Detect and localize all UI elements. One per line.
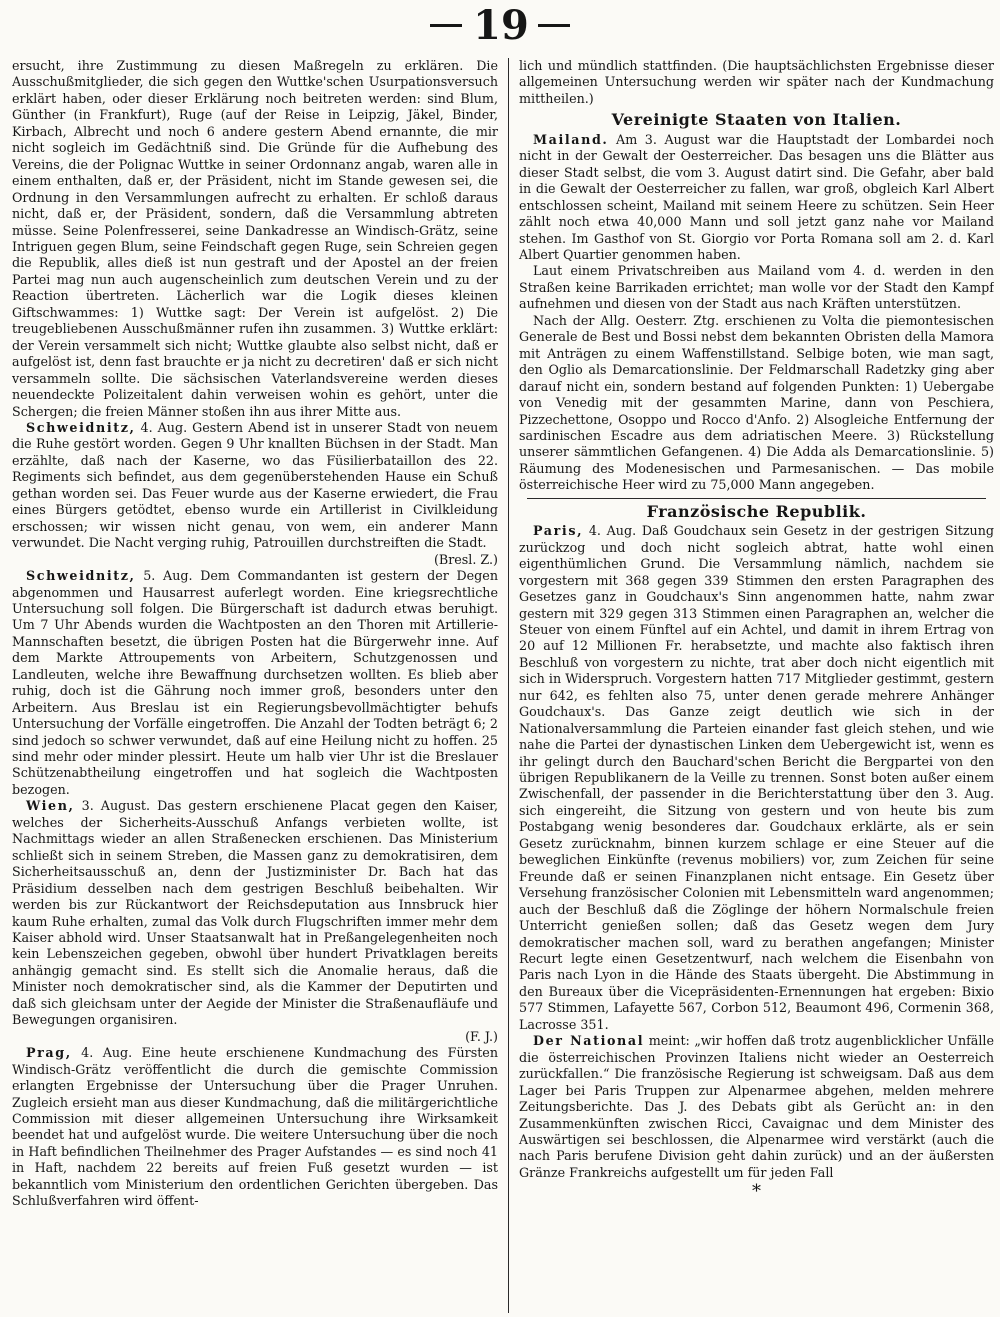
article-text: 3. August. Das gestern erschienene Placat gegen den Kaiser, welches der Sicherheits-Ausschuß Anfangs verbieten wollte, ist Nachmittags wieder an allen Straßenecken erschienen. Das Ministerium schließt sich in seinem Streben, die Massen ganz zu demokratisiren, dem Sicherheitsausschuß an, denn der Justizminister Dr. Bach hat das Präsidium desselben nach dem gestrigen Beschluß beibehalten. Wir werden bis zur Rückantwort der Reichsdeputation aus Innsbruck hier kaum Ruhe erhalten, zumal das Volk durch Flugschriften immer mehr dem Kaiser abhold wird. Unser Staatsanwalt hat in Preßangelegenheiten noch kein Lebenszeichen gegeben, obwohl über hundert Privatklagen bereits anhängig gemacht sind. Es stellt sich die Anomalie heraus, daß die Minister noch demokratischer sind, als die Kammer der Deputirten und daß sich gleichsam unter der Aegide der Minister die Straßenaufläufe und Bewegungen organisiren. bbox=[12, 798, 498, 1028]
article-continuation: lich und mündlich stattfinden. (Die hauptsächlichsten Ergebnisse dieser allgemeinen Untersuchung werden wir später nach der Kundmachung mittheilen.) bbox=[519, 58, 994, 106]
article-text: Am 3. August war die Hauptstadt der Lombardei noch nicht in der Gewalt der Oesterreicher. Das besagen uns die Blätter aus dieser Stadt selbst, die vom 3. August datirt sind. Die Gefahr, aber bald in die Gewalt der Oesterreicher zu fallen, war groß, obgleich Karl Albert entschlossen scheint, Mailand mit seinem Heere zu schützen. Sein Heer zählt noch etwa 40,000 Mann und soll jetzt ganz nahe vor Mailand stehen. Im Gasthof von St. Giorgio vor Porta Romana soll am 2. d. Karl Albert Quartier genommen haben. bbox=[519, 131, 994, 262]
article-text: 4. Aug. Eine heute erschienene Kundmachung des Fürsten Windisch-Grätz veröffentlicht die durch die gemischte Commission erlangten Ergebnisse der Untersuchung über die Prager Unruhen. Zugleich ersieht man aus dieser Kundmachung, daß die militärgerichtliche Commission mit dieser allgemeinen Untersuchung ihre Wirksamkeit beendet hat und aufgelöst wurde. Die weitere Untersuchung über die noch in Haft befindlichen Theilnehmer des Prager Aufstandes — es sind noch 41 in Haft, nachdem 22 bereits auf freien Fuß gesetzt wurden — ist bekanntlich vom Ministerium den ordentlichen Gerichten übergeben. Das Schlußverfahren wird öffent- bbox=[12, 1045, 498, 1209]
source-citation: (F. J.) bbox=[465, 1028, 498, 1044]
section-divider bbox=[527, 498, 986, 499]
dateline-place: Schweidnitz, bbox=[26, 568, 136, 584]
article-volta: Nach der Allg. Oesterr. Ztg. erschienen zu Volta die piemontesischen Generale de Best und Bossi nebst dem bekannten Obristen della Mamora mit Anträgen zu einem Waffenstillstand. Selbige boten, wie man sagt, den Oglio als Demarcationslinie. Der Feldmarschall Radetzky ging aber darauf nicht ein, sondern bestand auf folgenden Punkten: 1) Uebergabe von Venedig mit der gesammten Marine, dann von Peschiera, Pizzechettone, Osoppo und Rocco d'Anfo. 2) Alsogleiche Entfernung der sardinischen Escadre aus dem adriatischen Meere. 3) Rückstellung unserer sämmtlichen Gefangenen. 4) Die Adda als Demarcationslinie. 5) Räumung des Modenesischen und Parmesanischen. — Das mobile österreichische Heer wird zu 75,000 Mann angegeben. bbox=[519, 312, 994, 493]
article-wien bbox=[12, 798, 498, 1045]
section-heading-france: Französische Republik. bbox=[646, 501, 867, 521]
header-rule-left bbox=[430, 24, 462, 27]
dateline-place: Mailand. bbox=[533, 131, 609, 147]
page-number: 19 bbox=[473, 2, 529, 49]
newspaper-name: Der National bbox=[533, 1033, 645, 1049]
article-text: 5. Aug. Dem Commandanten ist gestern der Degen abgenommen und Hausarrest auferlegt worden. Eine kriegsrechtliche Untersuchung soll folgen. Die Bürgerschaft ist dadurch etwas beruhigt. Um 7 Uhr Abends wurden die Wachtposten an den Thoren mit Artillerie-Mannschaften besetzt, die übrigen Posten hat die Bürgerwehr inne. Auf dem Markte Attroupements von Arbeitern, Schutzgenossen und Landleuten, welche ihre Bewaffnung durchsetzen wollten. Es blieb aber ruhig, doch ist die Gährung noch immer groß, besonders unter den Arbeitern. Aus Breslau ist ein Regierungsbevollmächtigter behufs Untersuchung der Vorfälle eingetroffen. Die Anzahl der Todten beträgt 6; 2 sind jedoch so schwer verwundet, daß auf eine Heilung nicht zu hoffen. 25 sind mehr oder minder plessirt. Heute um halb vier Uhr ist die Breslauer Schützenabtheilung eingetroffen und hat sogleich die Wachtposten bezogen. bbox=[12, 568, 498, 797]
article-paris bbox=[519, 523, 994, 1033]
dateline-place: Schweidnitz, bbox=[26, 419, 136, 435]
dateline-place: Wien, bbox=[26, 798, 75, 814]
header-rule-right bbox=[538, 24, 570, 27]
left-column bbox=[12, 58, 508, 1313]
right-column bbox=[508, 58, 994, 1313]
text-columns bbox=[12, 58, 994, 1313]
article-mailand-private: Laut einem Privatschreiben aus Mailand vom 4. d. werden in den Straßen keine Barrikaden errichtet; man wolle vor der Stadt den Kampf aufnehmen und diesen von der Stadt aus nach Kräften unterstützen. bbox=[519, 263, 994, 312]
section-heading-italy: Vereinigte Staaten von Italien. bbox=[611, 110, 902, 130]
article-text: 4. Aug. Daß Goudchaux sein Gesetz in der gestrigen Sitzung zurückzog und doch nicht sogleich abtrat, hatte wohl einen eigenthümlichen Grund. Die Versammlung nämlich, nachdem sie vorgestern mit 368 gegen 339 Stimmen den ersten Paragraphen des Gesetzes ganz in Goudchaux's Sinn angenommen hatte, nahm zwar gestern mit 329 gegen 313 Stimmen einen Paragraphen an, welcher die Steuer von einem Fünftel auf ein Achtel, und damit in ihrem Ertrag von 20 auf 12 Millionen Fr. herabsetzte, und machte also faktisch ihren Beschluß von vorgestern zu nichte, trat aber doch nicht eigentlich mit sich in Widerspruch. Vorgestern hatten 717 Mitglieder gestimmt, gestern nur 642, es fehlten also 75, unter denen gerade mehrere Anhänger Goudchaux's. Das Ganze zeigt deutlich wie sich in der Nationalversammlung die Parteien einander fast gleich stehen, und wie nahe die Partei der dynastischen Linken dem Uebergewicht ist, wenn es ihr gelingt durch den Bauchard'schen Bericht die Bergpartei von den übrigen Republikanern de la Veille zu trennen. Sonst boten außer einem Zwischenfall, der passender in die Berichterstattung über den 3. Aug. sich eingereiht, die Sitzung von gestern und von heute bis zum Postabgang wenig besonderes dar. Goudchaux erklärte, als er sein Gesetz zurücknahm, binnen kurzem schlage er eine Steuer auf die beweglichen Einkünfte (revenus mobiliers) vor, zum Zeichen für seine Freunde daß er seinen Finanzplanen nicht entsage. Ein Gesetz über Versehung französischer Colonien mit Lebensmitteln ward angenommen; auch der Beschluß daß die Zöglinge der höhern Normalschule freien Unterricht genießen sollen; daß das Gesetz wegen dem Jury demokratischer machen soll, ward zu berathen angefangen; Minister Recurt legte einen Gesetzentwurf, nach welchem die Eisenbahn von Paris nach Lyon in die Hände des Staats übergeht. Die Abstimmung in den Bureaux über die Vicepräsidenten-Ernennungen hat ergeben: Bixio 577 Stimmen, Lafayette 567, Corbon 512, Beaumont 496, Cormenin 368, Lacrosse 351. bbox=[519, 523, 994, 1032]
dateline-place: Prag, bbox=[26, 1045, 72, 1061]
page-header bbox=[0, 0, 1000, 62]
article-national bbox=[519, 1033, 994, 1181]
continuation-mark: * bbox=[752, 1181, 761, 1203]
article-prag bbox=[12, 1045, 498, 1210]
article-continuation: ersucht, ihre Zustimmung zu diesen Maßregeln zu erklären. Die Ausschußmitglieder, die sich gegen den Wuttke'schen Usurpationsversuch erklärt haben, oder dieser Erklärung noch beitreten werden: sind Blum, Günther (in Frankfurt), Ruge (auf der Reise in Leipzig, Jäkel, Binder, Kirbach, Albrecht und noch 6 andere gestern Abend ernannte, die mir nicht sogleich im Gedächtniß sind. Die Gründe für die Aufhebung des Vereins, die der Polignac Wuttke in seiner Ordonnanz angab, waren alle in einem enthalten, daß er, der Präsident, nicht im Stande gewesen sei, die Ordnung in den Versammlungen aufrecht zu erhalten. Er schloß daraus nicht, daß er, der Präsident, sondern, daß die Versammlung abtreten müsse. Seine Polenfresserei, seine Dankadresse an Windisch-Grätz, seine Intriguen gegen Blum, seine Feindschaft gegen Ruge, sein Schreien gegen die Republik, alles dieß ist nun gestraft und der Apostel an der freien Partei mag nun auch augenscheinlich zum deutschen Verein und zu der Reaction übertreten. Lächerlich war die Logik dieses kleinen Giftschwammes: 1) Wuttke sagt: Der Verein ist aufgelöst. 2) Die treugebliebenen Ausschußmänner rufen ihn zusammen. 3) Wuttke erklärt: der Verein versammelt sich nicht; Wuttke glaubte also selbst nicht, daß er aufgelöst ist, denn fast brauchte er ja nicht zu decretiren' daß er sich nicht versammeln sollte. Die sächsischen Vaterlandsvereine werden dieses neuendeckte Polizeitalent dahin verweisen wohin es gehört, unter die Schergen; die freien Männer stoßen ihn aus ihrer Mitte aus. bbox=[12, 58, 498, 419]
article-text: meint: „wir hoffen daß trotz augenblicklicher Unfälle die österreichischen Provinzen Italiens nicht wieder an Oesterreich zurückfallen.“ Die französische Regierung ist schweigsam. Daß aus dem Lager bei Paris Truppen zur Alpenarmee abgehen, melden mehrere Zeitungsberichte. Das J. des Debats gibt als Gerücht an: in den Zusammenkünften zwischen Ricci, Cavaignac und dem Minister des Auswärtigen sei beschlossen, die Alpenarmee wird verstärkt (auch die nach Paris berufene Division geht dahin zurück) und an der äußersten Gränze Frankreichs aufgestellt um für jeden Fall bbox=[519, 1033, 994, 1180]
article-mailand bbox=[519, 132, 994, 264]
article-text: 4. Aug. Gestern Abend ist in unserer Stadt von neuem die Ruhe gestört worden. Gegen 9 Uhr knallten Büchsen in der Stadt. Man erzählte, daß nach der Kaserne, wo das Füsilierbataillon des 22. Regiments sich befindet, aus dem gegenüberstehenden Hause ein Schuß gethan worden sei. Das Feuer wurde aus der Kaserne erwiedert, die Frau eines Bürgers getödtet, ebenso wurde ein Artillerist in Civilkleidung erschossen; wir wissen nicht genau, von wem, ein anderer Mann verwundet. Die Nacht verging ruhig, Patrouillen durchstreiften die Stadt. bbox=[12, 419, 498, 551]
article-schweidnitz-4 bbox=[12, 420, 498, 568]
dateline-place: Paris, bbox=[533, 523, 584, 539]
article-schweidnitz-5 bbox=[12, 568, 498, 798]
source-citation: (Bresl. Z.) bbox=[433, 551, 498, 567]
